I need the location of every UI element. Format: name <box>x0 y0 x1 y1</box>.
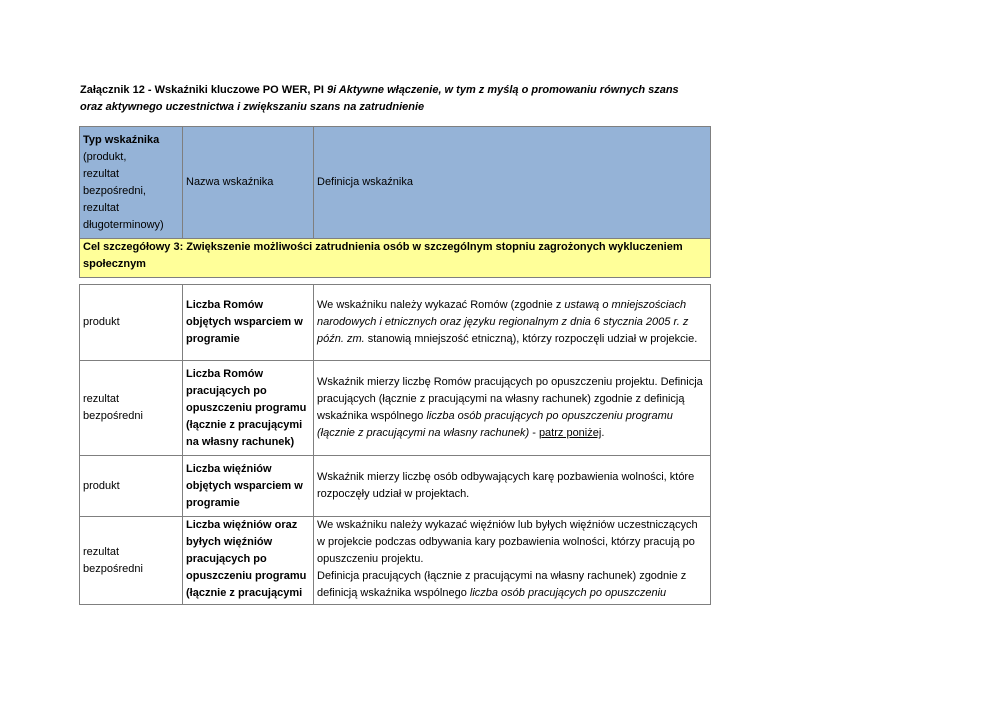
header-type-line: (produkt, <box>83 150 127 163</box>
spacer-row <box>80 278 711 285</box>
title-line1-plain: Załącznik 12 - Wskaźniki kluczowe PO WER, PI <box>80 84 327 96</box>
spacer-cell <box>80 278 711 285</box>
row-type-cell: produkt <box>80 456 183 517</box>
table-row <box>80 517 711 605</box>
definition-italic-text: liczba osób pracujących po opuszczeniu <box>469 587 667 599</box>
header-type-line: bezpośredni, <box>83 184 146 197</box>
row-definition-cell <box>314 517 711 605</box>
row-type-cell: produkt <box>80 285 183 361</box>
row-definition-cell <box>314 361 711 456</box>
header-type-line: rezultat <box>83 167 120 180</box>
row-type-cell: rezultat bezpośredni <box>80 361 183 456</box>
header-definition-cell: Definicja wskaźnika <box>314 127 711 239</box>
definition-text: stanowią mniejszość etniczną), którzy rozpoczęli udział w projekcie. <box>364 333 698 345</box>
definition-text: We wskaźniku należy wykazać więźniów lub byłych więźniów uczestniczących w projekcie podczas odbywania kary pozbawienia wolności, którzy pracują po opuszczeniu projektu. <box>317 519 698 565</box>
title-line2-italic: oraz aktywnego uczestnictwa i zwiększaniu szans na zatrudnienie <box>80 101 425 113</box>
header-type-label: Typ wskaźnika <box>83 133 160 146</box>
row-name-cell: Liczba więźniów oraz byłych więźniów pracujących po opuszczeniu programu (łącznie z pracującymi <box>183 517 314 605</box>
row-name-cell: Liczba więźniów objętych wsparciem w programie <box>183 456 314 517</box>
definition-text: - <box>529 427 539 439</box>
header-type-line: długoterminowy) <box>83 218 164 231</box>
goal-cell: Cel szczegółowy 3: Zwiększenie możliwości zatrudnienia osób w szczególnym stopniu zagrożonych wykluczeniem społecznym <box>80 239 711 278</box>
definition-text: . <box>601 427 605 439</box>
row-definition-cell: Wskaźnik mierzy liczbę osób odbywających karę pozbawienia wolności, które rozpoczęły udział w projektach. <box>314 456 711 517</box>
table-row <box>80 285 711 361</box>
row-name-cell: Liczba Romów objętych wsparciem w programie <box>183 285 314 361</box>
definition-text: Wskaźnik mierzy liczbę Romów pracujących po opuszczeniu projektu. Definicja pracujących (łącznie z pracującymi na własny rachunek) zgodnie z definicją wskaźnika wspólnego <box>317 376 703 422</box>
table-row <box>80 361 711 456</box>
definition-italic-text: ustawą o mniejszościach narodowych i etnicznych oraz języku regionalnym z dnia 6 stycznia 2005 r. z późn. zm. <box>317 299 689 345</box>
page-title <box>80 82 720 116</box>
table-row <box>80 456 711 517</box>
row-name-cell: Liczba Romów pracujących po opuszczeniu programu (łącznie z pracującymi na własny rachunek) <box>183 361 314 456</box>
header-name-cell: Nazwa wskaźnika <box>183 127 314 239</box>
indicators-table <box>79 126 711 605</box>
definition-italic-text: liczba osób pracujących po opuszczeniu programu (łącznie z pracującymi na własny rachunek) <box>317 410 673 439</box>
goal-row <box>80 239 711 278</box>
row-type-cell: rezultat bezpośredni <box>80 517 183 605</box>
see-below-link[interactable]: patrz poniżej <box>538 427 602 439</box>
header-type-cell <box>80 127 183 239</box>
definition-text: Definicja pracujących (łącznie z pracującymi na własny rachunek) zgodnie z definicją wskaźnika wspólnego <box>317 570 687 599</box>
header-type-line: rezultat <box>83 201 120 214</box>
table-header-row <box>80 127 711 239</box>
title-line1-italic: 9i Aktywne włączenie, w tym z myślą o promowaniu równych szans <box>326 84 679 96</box>
definition-text: We wskaźniku należy wykazać Romów (zgodnie z <box>317 299 565 311</box>
row-definition-cell <box>314 285 711 361</box>
